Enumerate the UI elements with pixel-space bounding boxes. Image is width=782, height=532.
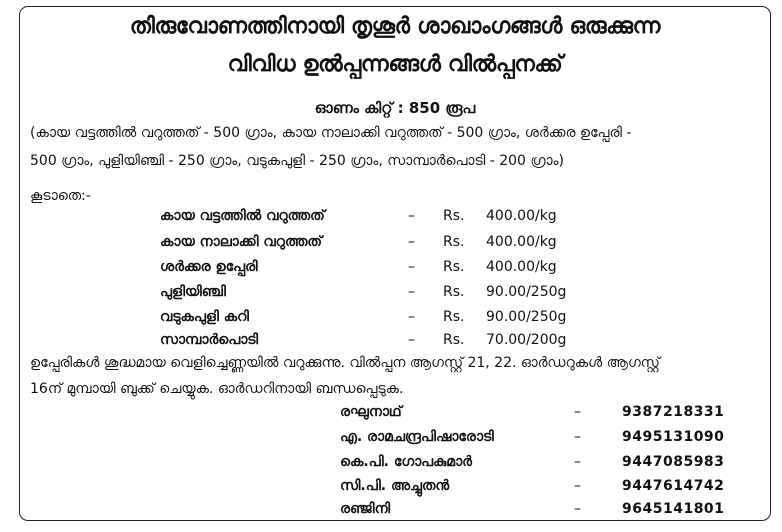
frying-note-line-2: 16ന് മുമ്പായി ബുക്ക് ചെയ്യുക. ഓർഡറിനായി ബന്ധപ്പെടുക.: [30, 381, 404, 397]
product-dash: –: [408, 309, 415, 325]
contact-name: എ. രാമചന്ദ്രപിഷാരോടി: [340, 429, 494, 445]
product-price: 400.00/kg: [486, 208, 557, 224]
contact-name: രഘുനാഥ്: [340, 404, 402, 420]
contact-dash: –: [574, 404, 581, 420]
product-currency: Rs.: [443, 332, 465, 348]
product-name: ശർക്കര ഉപ്പേരി: [160, 259, 258, 275]
product-name: വടുകപുളി കറി: [160, 309, 249, 325]
product-dash: –: [408, 332, 415, 348]
product-name: സാമ്പാർപൊടി: [160, 332, 259, 348]
contact-dash: –: [574, 429, 581, 445]
contact-phone: 9645141801: [622, 501, 725, 517]
product-name: പുളിയിഞ്ചി: [160, 284, 226, 300]
product-dash: –: [408, 284, 415, 300]
notice-title-line-1: തിരുവോണത്തിനായി തൃശൂർ ശാഖാംഗങ്ങൾ ഒരുക്കുന്ന: [129, 14, 661, 39]
product-price: 400.00/kg: [486, 259, 557, 275]
kit-contents-line-2: 500 ഗ്രാം, പുളിയിഞ്ചി - 250 ഗ്രാം, വടുകപുളി - 250 ഗ്രാം, സാമ്പാർപൊടി - 200 ഗ്രാം): [30, 153, 564, 169]
product-currency: Rs.: [443, 234, 465, 250]
contact-phone: 9495131090: [622, 429, 725, 445]
product-currency: Rs.: [443, 309, 465, 325]
product-currency: Rs.: [443, 259, 465, 275]
product-name: കായ നാലാക്കി വറുത്തത്: [160, 234, 323, 250]
contact-phone: 9387218331: [622, 404, 725, 420]
kit-contents-line-1: (കായ വട്ടത്തിൽ വറുത്തത് - 500 ഗ്രാം, കായ നാലാക്കി വറുത്തത് - 500 ഗ്രാം, ശർക്കര ഉപ്പേരി -: [30, 125, 632, 141]
contact-dash: –: [574, 478, 581, 494]
onam-kit-price: ഓണം കിറ്റ് : 850 രൂപ: [314, 99, 476, 117]
product-price: 90.00/250g: [486, 309, 567, 325]
notice-title-line-2: വിവിധ ഉൽപ്പന്നങ്ങൾ വിൽപ്പനക്ക്: [227, 52, 563, 77]
contact-dash: –: [574, 501, 581, 517]
product-dash: –: [408, 259, 415, 275]
product-currency: Rs.: [443, 284, 465, 300]
product-price: 400.00/kg: [486, 234, 557, 250]
contact-name: രഞ്ജിനി: [340, 501, 391, 517]
contact-phone: 9447085983: [622, 454, 725, 470]
product-price: 70.00/200g: [486, 332, 567, 348]
product-dash: –: [408, 234, 415, 250]
product-price: 90.00/250g: [486, 284, 567, 300]
contact-name: സി.പി. അച്ചുതൻ: [340, 478, 450, 494]
product-currency: Rs.: [443, 208, 465, 224]
contact-dash: –: [574, 454, 581, 470]
product-dash: –: [408, 208, 415, 224]
product-name: കായ വട്ടത്തിൽ വറുത്തത്: [160, 208, 325, 224]
frying-note-line-1: ഉപ്പേരികൾ ശുദ്ധമായ വെളിച്ചെണ്ണയിൽ വറുക്കുന്നു. വിൽപ്പന ആഗസ്റ്റ് 21, 22. ഓർഡറുകൾ ആഗസ്റ്റ്: [30, 355, 660, 371]
contact-phone: 9447614742: [622, 478, 725, 494]
also-label: കൂടാതെ:-: [30, 188, 91, 204]
contact-name: കെ.പി. ഗോപകുമാർ: [340, 454, 472, 470]
